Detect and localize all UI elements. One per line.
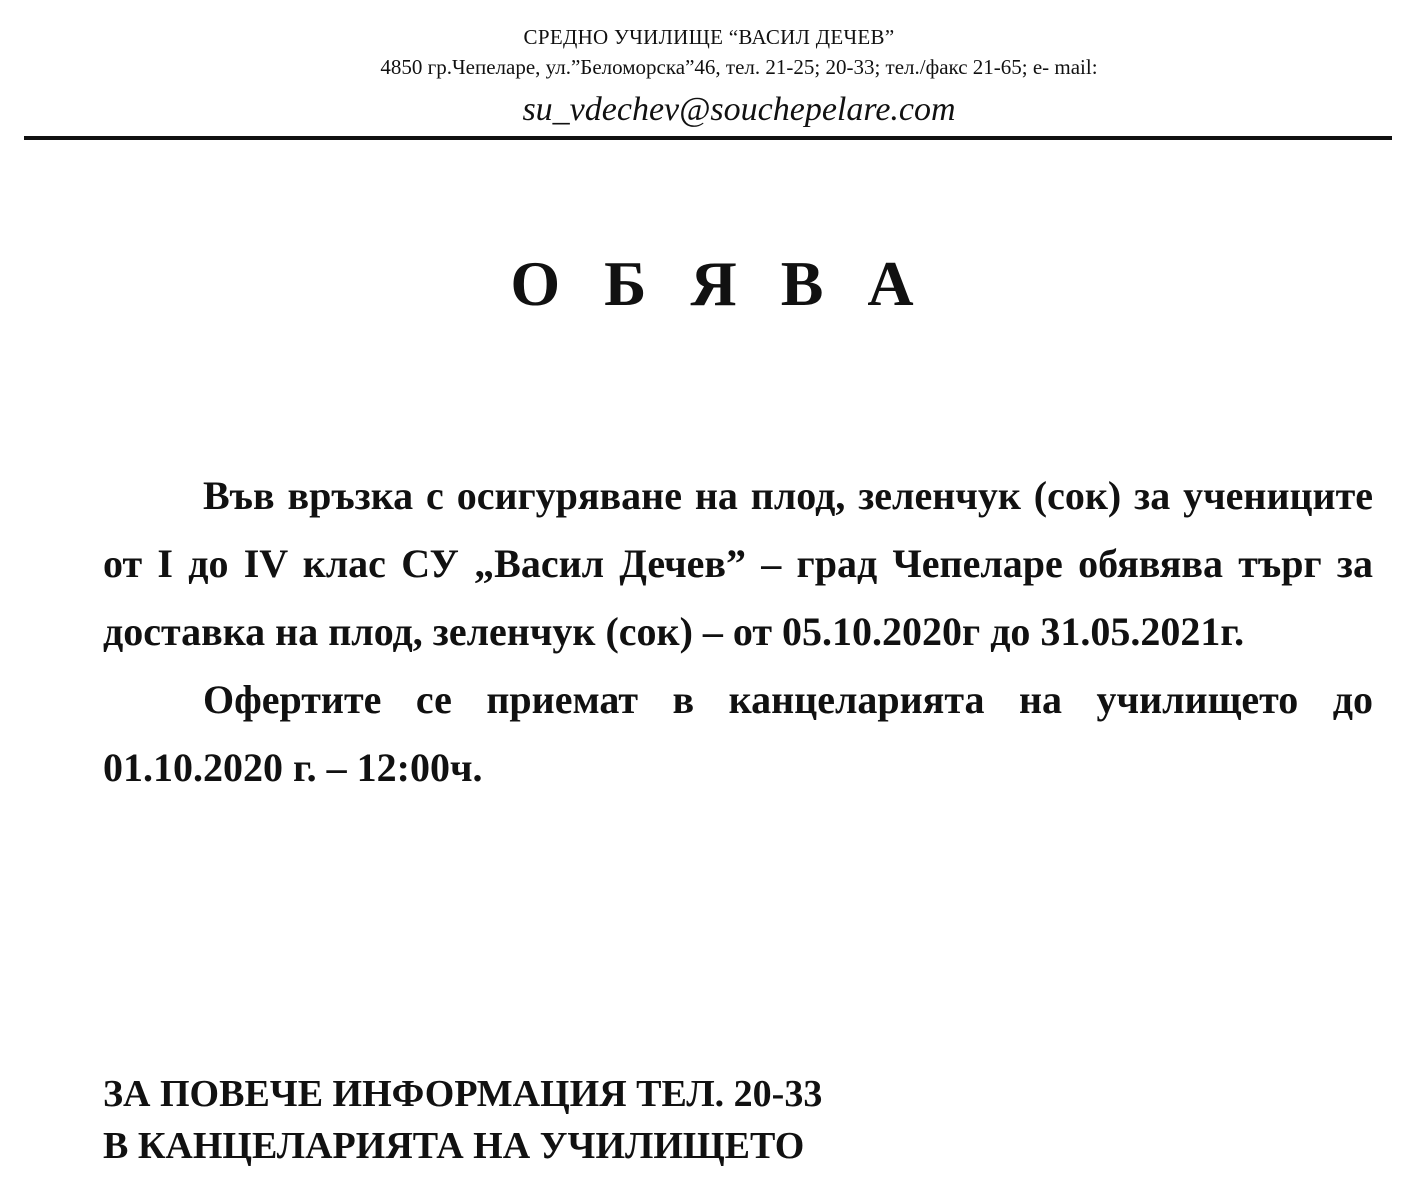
footer-line-phone: ЗА ПОВЕЧЕ ИНФОРМАЦИЯ ТЕЛ. 20-33	[103, 1073, 823, 1115]
school-address: 4850 гр.Чепеларе, ул.”Беломорска”46, тел. 21-25; 20-33; тел./факс 21-65; е- mail:	[380, 55, 1098, 79]
footer-line-office: В КАНЦЕЛАРИЯТА НА УЧИЛИЩЕТО	[103, 1125, 805, 1167]
letterhead	[0, 22, 1418, 134]
announcement-paragraph-1: Във връзка с осигуряване на плод, зеленчук (сок) за учениците от I до IV клас СУ „Васил Дечев” – град Чепеларе обявява търг за доставка на плод, зеленчук (сок) – от 05.10.2020г до 31.05.2021г.	[103, 473, 1373, 654]
school-email: su_vdechev@souchepelare.com	[522, 91, 956, 128]
announcement-paragraph-2: Офертите се приемат в канцеларията на училището до 01.10.2020 г. – 12:00ч.	[103, 677, 1373, 790]
contact-footer	[103, 1068, 1373, 1172]
document-title: О Б Я В А	[510, 248, 928, 319]
announcement-body	[103, 462, 1373, 802]
school-name: СРЕДНО УЧИЛИЩЕ “ВАСИЛ ДЕЧЕВ”	[523, 25, 895, 49]
letterhead-divider	[24, 136, 1392, 140]
